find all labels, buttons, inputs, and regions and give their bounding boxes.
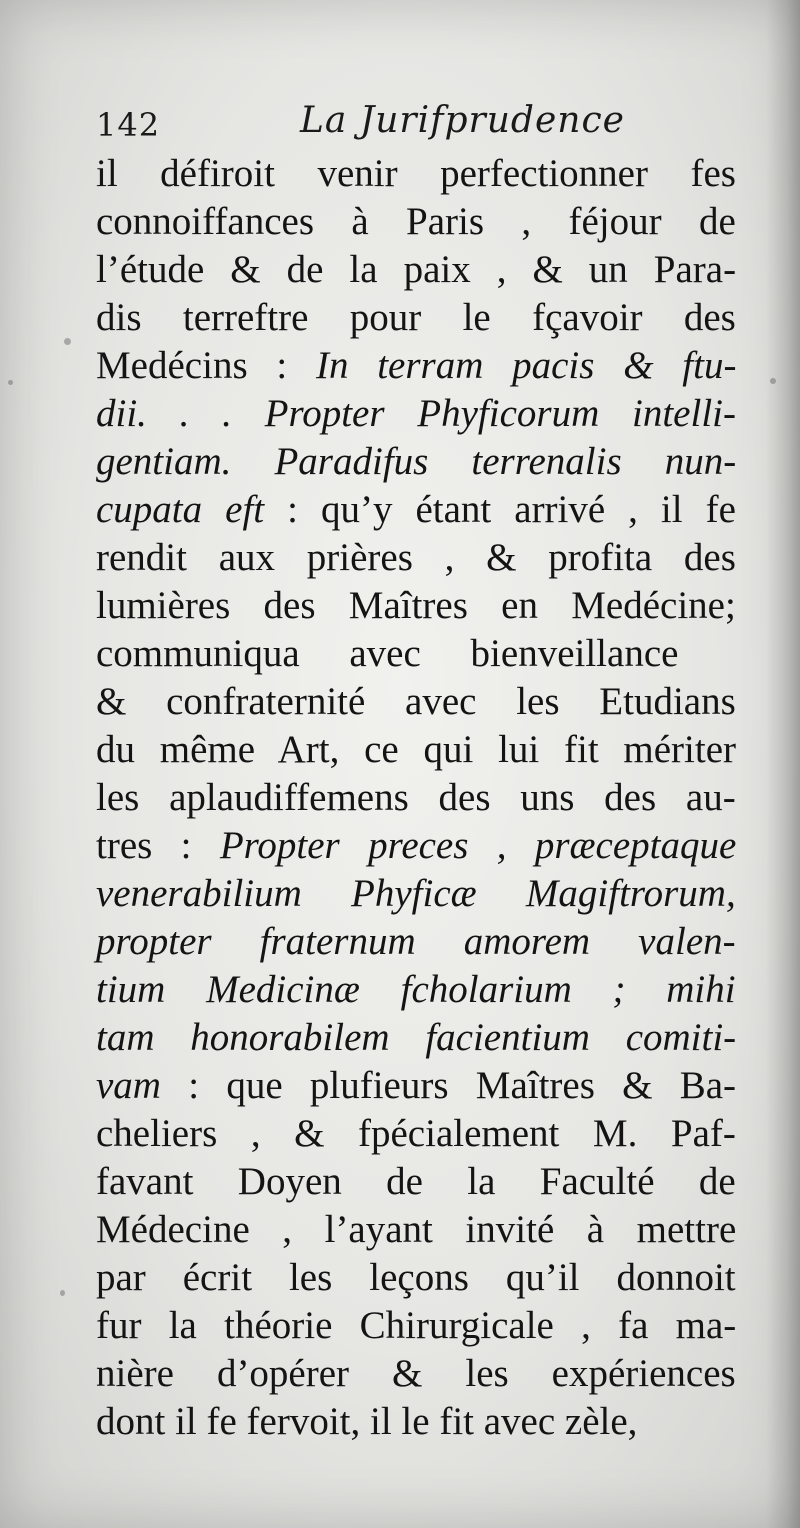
line-text: fur la théorie Chirurgicale , fa ma-	[96, 1304, 737, 1347]
line-text: il défiroit venir perfectionner fes	[96, 152, 736, 195]
line-text: dii. . . Propter Phyficorum intelli-	[96, 392, 736, 435]
text-line	[96, 1302, 736, 1350]
text-line	[96, 726, 736, 774]
line-text: tium Medicinæ fcholarium ; mihi	[96, 968, 736, 1011]
text-line	[96, 870, 736, 918]
running-title: La Jurifprudence	[300, 100, 625, 141]
ink-speck	[770, 378, 776, 384]
line-text: rendit aux prières , & profita des	[96, 536, 736, 579]
text-line	[96, 630, 736, 678]
line-text: dont il fe fervoit, il le fit avec zèle,	[96, 1400, 638, 1443]
line-text: gentiam. Paradifus terrenalis nun-	[96, 440, 737, 483]
text-line	[96, 198, 736, 246]
line-text: venerabilium Phyficæ Magiftrorum,	[96, 872, 736, 915]
text-line	[96, 678, 736, 726]
ink-speck	[60, 1290, 65, 1296]
line-text: par écrit les leçons qu’il donnoit	[96, 1256, 736, 1299]
body-text	[96, 150, 736, 1446]
text-line	[96, 1350, 736, 1398]
text-line	[96, 1206, 736, 1254]
text-line	[96, 246, 736, 294]
text-line	[96, 1398, 736, 1446]
line-text: Médecine , l’ayant invité à mettre	[96, 1208, 737, 1251]
text-line	[96, 438, 736, 486]
text-line	[96, 1254, 736, 1302]
text-line	[96, 774, 736, 822]
text-line	[96, 1158, 736, 1206]
ink-speck	[8, 380, 13, 385]
line-text: lumières des Maîtres en Medécine;	[96, 584, 736, 627]
text-line	[96, 1062, 736, 1110]
page-header	[96, 98, 736, 148]
line-text: tam honorabilem facientium comiti-	[96, 1016, 737, 1059]
text-line	[96, 582, 736, 630]
line-text: nière d’opérer & les expériences	[96, 1352, 736, 1395]
text-line	[96, 918, 736, 966]
line-text: favant Doyen de la Faculté de	[96, 1160, 736, 1203]
line-text: dis terreftre pour le fçavoir des	[96, 296, 736, 339]
italic-segment: In terram pacis & ftu-	[315, 344, 737, 387]
page-number: 142	[96, 106, 161, 144]
line-text: & confraternité avec les Etudians	[96, 680, 736, 723]
roman-segment: Medécins :	[96, 344, 316, 387]
line-text: propter fraternum amorem valen-	[96, 920, 736, 963]
line-text: l’étude & de la paix , & un Para-	[96, 248, 737, 291]
italic-segment: cupata eft	[96, 488, 265, 531]
roman-segment: : qu’y étant arrivé , il fe	[264, 488, 736, 531]
line-text: communiqua avec bienveillance	[96, 632, 679, 675]
roman-segment: : que plufieurs Maîtres & Ba-	[160, 1064, 737, 1107]
italic-segment: Propter preces , præceptaque	[219, 824, 737, 867]
roman-segment: tres :	[96, 824, 220, 867]
line-text: connoiffances à Paris , féjour de	[96, 200, 736, 243]
page-gutter-shadow	[766, 0, 800, 1528]
text-line	[96, 1014, 736, 1062]
italic-segment: vam	[96, 1064, 161, 1107]
line-text: les aplaudiffemens des uns des au-	[96, 776, 736, 819]
line-text: cheliers , & fpécialement M. Paf-	[96, 1112, 736, 1155]
text-line	[96, 150, 736, 198]
text-line	[96, 966, 736, 1014]
text-line	[96, 534, 736, 582]
text-line	[96, 486, 736, 534]
text-line	[96, 1110, 736, 1158]
ink-speck	[64, 338, 71, 345]
text-line	[96, 342, 736, 390]
text-line	[96, 822, 736, 870]
text-line	[96, 390, 736, 438]
text-line	[96, 294, 736, 342]
line-text: du même Art, ce qui lui fit mériter	[96, 728, 737, 771]
